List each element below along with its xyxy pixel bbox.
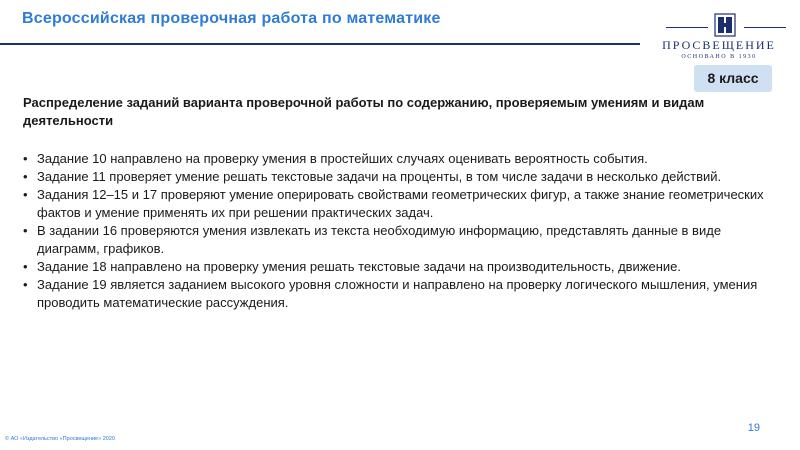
publisher-emblem-icon <box>714 13 736 37</box>
header-divider <box>0 43 640 45</box>
logo-line-left <box>666 27 708 28</box>
list-item: • Задания 12–15 и 17 проверяют умение оперировать свойствами геометрических фигур, а также знание геометрических фактов и умение применять их при решении практических задач. <box>23 186 778 222</box>
bullet-list <box>23 150 778 312</box>
list-item: • Задание 11 проверяет умение решать текстовые задачи на проценты, в том числе задачи в несколько действий. <box>23 168 778 186</box>
list-item: • Задание 18 направлено на проверку умения решать текстовые задачи на производительность, движение. <box>23 258 778 276</box>
publisher-logo <box>648 8 790 64</box>
copyright-notice: © АО «Издательство «Просвещение» 2020 <box>5 436 115 442</box>
list-item: • В задании 16 проверяются умения извлекать из текста необходимую информацию, представлять данные в виде диаграмм, графиков. <box>23 222 778 258</box>
list-item: • Задание 10 направлено на проверку умения в простейших случаях оценивать вероятность события. <box>23 150 778 168</box>
logo-line-right <box>744 27 786 28</box>
logo-name: ПРОСВЕЩЕНИЕ <box>662 38 776 52</box>
page-number: 19 <box>747 422 760 434</box>
grade-badge: 8 класс <box>694 65 772 92</box>
section-heading: Распределение заданий варианта проверочной работы по содержанию, проверяемым умениям и видам деятельности <box>23 95 705 128</box>
list-item: • Задание 19 является заданием высокого уровня сложности и направлено на проверку логического мышления, умения проводить математические рассуждения. <box>23 276 778 312</box>
logo-subtitle: ОСНОВАНО В 1930 <box>681 54 757 60</box>
page-title: Всероссийская проверочная работа по математике <box>22 10 441 27</box>
